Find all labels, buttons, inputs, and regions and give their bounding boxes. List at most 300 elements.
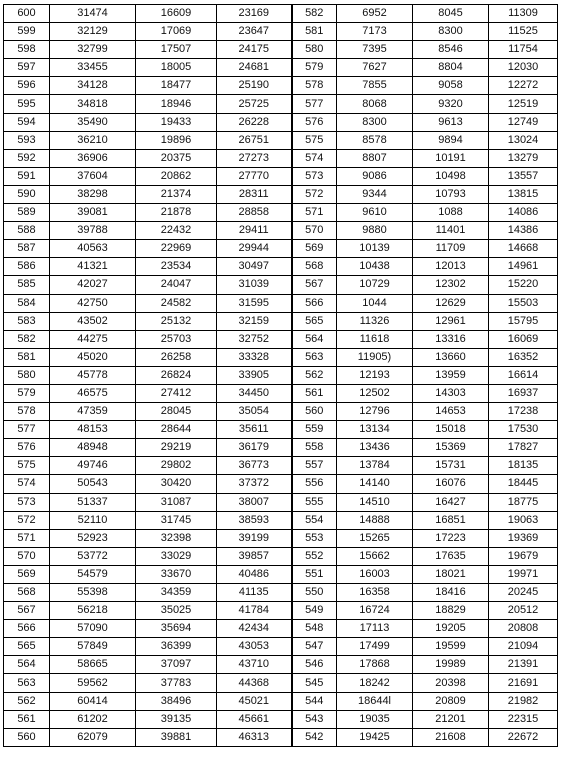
table-row <box>4 384 558 402</box>
value-cell: 33670 <box>136 565 217 583</box>
value-cell: 18477 <box>136 77 217 95</box>
value-cell: 14510 <box>337 493 413 511</box>
value-cell: 24047 <box>136 276 217 294</box>
value-cell: 12961 <box>413 312 489 330</box>
score-cell: 585 <box>4 276 50 294</box>
score-cell: 548 <box>292 620 337 638</box>
score-cell: 547 <box>292 638 337 656</box>
value-cell: 37783 <box>136 674 217 692</box>
value-cell: 19896 <box>136 131 217 149</box>
value-cell: 11525 <box>489 23 558 41</box>
value-cell: 13784 <box>337 457 413 475</box>
score-cell: 596 <box>4 77 50 95</box>
value-cell: 11309 <box>489 5 558 23</box>
value-cell: 12796 <box>337 403 413 421</box>
score-cell: 563 <box>4 674 50 692</box>
value-cell: 21374 <box>136 185 217 203</box>
value-cell: 62079 <box>50 728 136 746</box>
value-cell: 38007 <box>217 493 292 511</box>
value-cell: 13316 <box>413 330 489 348</box>
value-cell: 17635 <box>413 547 489 565</box>
value-cell: 15018 <box>413 421 489 439</box>
score-cell: 567 <box>4 602 50 620</box>
value-cell: 36179 <box>217 439 292 457</box>
value-cell: 29944 <box>217 240 292 258</box>
score-cell: 573 <box>4 493 50 511</box>
value-cell: 12749 <box>489 113 558 131</box>
value-cell: 39857 <box>217 547 292 565</box>
value-cell: 30420 <box>136 475 217 493</box>
table-row <box>4 149 558 167</box>
score-cell: 572 <box>292 185 337 203</box>
value-cell: 23169 <box>217 5 292 23</box>
value-cell: 27770 <box>217 167 292 185</box>
value-cell: 28045 <box>136 403 217 421</box>
value-cell: 7855 <box>337 77 413 95</box>
value-cell: 22315 <box>489 710 558 728</box>
score-cell: 559 <box>292 421 337 439</box>
score-cell: 551 <box>292 565 337 583</box>
score-cell: 577 <box>4 421 50 439</box>
value-cell: 50543 <box>50 475 136 493</box>
score-cell: 550 <box>292 584 337 602</box>
value-cell: 21201 <box>413 710 489 728</box>
score-cell: 564 <box>4 656 50 674</box>
value-cell: 33029 <box>136 547 217 565</box>
value-cell: 27412 <box>136 384 217 402</box>
table-row <box>4 276 558 294</box>
value-cell: 56218 <box>50 602 136 620</box>
score-cell: 579 <box>4 384 50 402</box>
score-cell: 565 <box>292 312 337 330</box>
score-cell: 581 <box>292 23 337 41</box>
value-cell: 13815 <box>489 185 558 203</box>
score-cell: 576 <box>292 113 337 131</box>
value-cell: 43053 <box>217 638 292 656</box>
value-cell: 52110 <box>50 511 136 529</box>
table-row <box>4 403 558 421</box>
value-cell: 21691 <box>489 674 558 692</box>
value-cell: 28858 <box>217 204 292 222</box>
value-cell: 16724 <box>337 602 413 620</box>
value-cell: 35611 <box>217 421 292 439</box>
value-cell: 60414 <box>50 692 136 710</box>
table-row <box>4 547 558 565</box>
value-cell: 20512 <box>489 602 558 620</box>
value-cell: 12302 <box>413 276 489 294</box>
table-row <box>4 95 558 113</box>
value-cell: 8546 <box>413 41 489 59</box>
value-cell: 18021 <box>413 565 489 583</box>
value-cell: 19679 <box>489 547 558 565</box>
value-cell: 12030 <box>489 59 558 77</box>
value-cell: 47359 <box>50 403 136 421</box>
value-cell: 22672 <box>489 728 558 746</box>
value-cell: 13660 <box>413 348 489 366</box>
table-row <box>4 312 558 330</box>
value-cell: 36210 <box>50 131 136 149</box>
value-cell: 8045 <box>413 5 489 23</box>
value-cell: 13557 <box>489 167 558 185</box>
value-cell: 17238 <box>489 403 558 421</box>
value-cell: 14140 <box>337 475 413 493</box>
table-row <box>4 131 558 149</box>
value-cell: 39135 <box>136 710 217 728</box>
value-cell: 17530 <box>489 421 558 439</box>
value-cell: 17113 <box>337 620 413 638</box>
value-cell: 31087 <box>136 493 217 511</box>
score-cell: 576 <box>4 439 50 457</box>
value-cell: 46575 <box>50 384 136 402</box>
value-cell: 15795 <box>489 312 558 330</box>
value-cell: 29219 <box>136 439 217 457</box>
value-cell: 31745 <box>136 511 217 529</box>
score-cell: 574 <box>292 149 337 167</box>
table-row <box>4 529 558 547</box>
table-row <box>4 421 558 439</box>
value-cell: 19425 <box>337 728 413 746</box>
value-cell: 18946 <box>136 95 217 113</box>
value-cell: 30497 <box>217 258 292 276</box>
value-cell: 39788 <box>50 222 136 240</box>
value-cell: 49746 <box>50 457 136 475</box>
score-cell: 563 <box>292 348 337 366</box>
value-cell: 31595 <box>217 294 292 312</box>
value-cell: 33905 <box>217 366 292 384</box>
score-cell: 583 <box>4 312 50 330</box>
table-row <box>4 475 558 493</box>
table-row <box>4 258 558 276</box>
value-cell: 8300 <box>413 23 489 41</box>
table-row <box>4 674 558 692</box>
value-cell: 18829 <box>413 602 489 620</box>
score-cell: 589 <box>4 204 50 222</box>
value-cell: 27273 <box>217 149 292 167</box>
value-cell: 41135 <box>217 584 292 602</box>
value-cell: 37604 <box>50 167 136 185</box>
score-cell: 572 <box>4 511 50 529</box>
value-cell: 45020 <box>50 348 136 366</box>
value-cell: 57849 <box>50 638 136 656</box>
score-cell: 561 <box>4 710 50 728</box>
value-cell: 45778 <box>50 366 136 384</box>
value-cell: 9344 <box>337 185 413 203</box>
value-cell: 39081 <box>50 204 136 222</box>
value-cell: 19989 <box>413 656 489 674</box>
score-cell: 592 <box>4 149 50 167</box>
value-cell: 18416 <box>413 584 489 602</box>
table-row <box>4 222 558 240</box>
score-cell: 562 <box>292 366 337 384</box>
value-cell: 16614 <box>489 366 558 384</box>
value-cell: 11618 <box>337 330 413 348</box>
score-cell: 556 <box>292 475 337 493</box>
value-cell: 20398 <box>413 674 489 692</box>
table-row <box>4 113 558 131</box>
value-cell: 21878 <box>136 204 217 222</box>
score-cell: 586 <box>4 258 50 276</box>
value-cell: 9880 <box>337 222 413 240</box>
score-cell: 584 <box>4 294 50 312</box>
value-cell: 35694 <box>136 620 217 638</box>
value-cell: 14668 <box>489 240 558 258</box>
value-cell: 12272 <box>489 77 558 95</box>
value-cell: 23647 <box>217 23 292 41</box>
value-cell: 19369 <box>489 529 558 547</box>
value-cell: 10793 <box>413 185 489 203</box>
score-cell: 590 <box>4 185 50 203</box>
value-cell: 17507 <box>136 41 217 59</box>
score-cell: 566 <box>292 294 337 312</box>
value-cell: 18135 <box>489 457 558 475</box>
score-cell: 578 <box>4 403 50 421</box>
score-cell: 597 <box>4 59 50 77</box>
value-cell: 8578 <box>337 131 413 149</box>
value-cell: 17827 <box>489 439 558 457</box>
table-row <box>4 493 558 511</box>
score-cell: 593 <box>4 131 50 149</box>
score-cell: 598 <box>4 41 50 59</box>
value-cell: 22432 <box>136 222 217 240</box>
value-cell: 19035 <box>337 710 413 728</box>
value-cell: 26258 <box>136 348 217 366</box>
value-cell: 15731 <box>413 457 489 475</box>
value-cell: 13959 <box>413 366 489 384</box>
score-cell: 569 <box>292 240 337 258</box>
value-cell: 25703 <box>136 330 217 348</box>
value-cell: 14888 <box>337 511 413 529</box>
value-cell: 44368 <box>217 674 292 692</box>
value-cell: 40486 <box>217 565 292 583</box>
value-cell: 43502 <box>50 312 136 330</box>
score-cell: 581 <box>4 348 50 366</box>
value-cell: 38593 <box>217 511 292 529</box>
value-cell: 35490 <box>50 113 136 131</box>
value-cell: 29411 <box>217 222 292 240</box>
value-cell: 7173 <box>337 23 413 41</box>
value-cell: 19063 <box>489 511 558 529</box>
value-cell: 40563 <box>50 240 136 258</box>
table-row <box>4 185 558 203</box>
value-cell: 61202 <box>50 710 136 728</box>
value-cell: 25132 <box>136 312 217 330</box>
value-cell: 13279 <box>489 149 558 167</box>
value-cell: 10729 <box>337 276 413 294</box>
table-row <box>4 330 558 348</box>
score-cell: 542 <box>292 728 337 746</box>
score-cell: 549 <box>292 602 337 620</box>
value-cell: 11401 <box>413 222 489 240</box>
value-cell: 17223 <box>413 529 489 547</box>
table-row <box>4 584 558 602</box>
value-cell: 14653 <box>413 403 489 421</box>
value-cell: 32799 <box>50 41 136 59</box>
value-cell: 42027 <box>50 276 136 294</box>
value-cell: 21982 <box>489 692 558 710</box>
score-cell: 545 <box>292 674 337 692</box>
value-cell: 1044 <box>337 294 413 312</box>
table-row <box>4 77 558 95</box>
score-cell: 560 <box>4 728 50 746</box>
value-cell: 20375 <box>136 149 217 167</box>
table-row <box>4 204 558 222</box>
score-cell: 568 <box>4 584 50 602</box>
score-cell: 544 <box>292 692 337 710</box>
value-cell: 17069 <box>136 23 217 41</box>
table-row <box>4 59 558 77</box>
value-cell: 59562 <box>50 674 136 692</box>
value-cell: 32752 <box>217 330 292 348</box>
score-cell: 560 <box>292 403 337 421</box>
value-cell: 31039 <box>217 276 292 294</box>
value-cell: 16003 <box>337 565 413 583</box>
value-cell: 15265 <box>337 529 413 547</box>
value-cell: 11905) <box>337 348 413 366</box>
value-cell: 39199 <box>217 529 292 547</box>
score-cell: 553 <box>292 529 337 547</box>
score-cell: 588 <box>4 222 50 240</box>
value-cell: 33328 <box>217 348 292 366</box>
score-cell: 580 <box>292 41 337 59</box>
table-body <box>4 5 558 747</box>
score-cell: 567 <box>292 276 337 294</box>
value-cell: 24681 <box>217 59 292 77</box>
score-cell: 591 <box>4 167 50 185</box>
score-cell: 562 <box>4 692 50 710</box>
value-cell: 32159 <box>217 312 292 330</box>
value-cell: 28311 <box>217 185 292 203</box>
value-cell: 24582 <box>136 294 217 312</box>
value-cell: 16609 <box>136 5 217 23</box>
score-cell: 552 <box>292 547 337 565</box>
score-cell: 565 <box>4 638 50 656</box>
value-cell: 12502 <box>337 384 413 402</box>
score-cell: 578 <box>292 77 337 95</box>
table-row <box>4 638 558 656</box>
table-row <box>4 348 558 366</box>
value-cell: 14086 <box>489 204 558 222</box>
value-cell: 32129 <box>50 23 136 41</box>
value-cell: 19599 <box>413 638 489 656</box>
value-cell: 41784 <box>217 602 292 620</box>
value-cell: 52923 <box>50 529 136 547</box>
value-cell: 17499 <box>337 638 413 656</box>
value-cell: 51337 <box>50 493 136 511</box>
value-cell: 54579 <box>50 565 136 583</box>
value-cell: 36399 <box>136 638 217 656</box>
score-cell: 587 <box>4 240 50 258</box>
value-cell: 38298 <box>50 185 136 203</box>
value-cell: 12013 <box>413 258 489 276</box>
value-cell: 15369 <box>413 439 489 457</box>
score-cell: 573 <box>292 167 337 185</box>
score-cell: 543 <box>292 710 337 728</box>
value-cell: 45021 <box>217 692 292 710</box>
value-cell: 13134 <box>337 421 413 439</box>
value-cell: 26824 <box>136 366 217 384</box>
value-cell: 34818 <box>50 95 136 113</box>
value-cell: 35025 <box>136 602 217 620</box>
value-cell: 8300 <box>337 113 413 131</box>
value-cell: 16851 <box>413 511 489 529</box>
score-cell: 600 <box>4 5 50 23</box>
value-cell: 7395 <box>337 41 413 59</box>
score-cell: 561 <box>292 384 337 402</box>
value-cell: 20245 <box>489 584 558 602</box>
value-cell: 13436 <box>337 439 413 457</box>
value-cell: 16069 <box>489 330 558 348</box>
score-cell: 577 <box>292 95 337 113</box>
value-cell: 20809 <box>413 692 489 710</box>
value-cell: 20808 <box>489 620 558 638</box>
value-cell: 10191 <box>413 149 489 167</box>
score-cell: 595 <box>4 95 50 113</box>
value-cell: 9058 <box>413 77 489 95</box>
value-cell: 57090 <box>50 620 136 638</box>
value-cell: 36906 <box>50 149 136 167</box>
score-cell: 569 <box>4 565 50 583</box>
table-row <box>4 366 558 384</box>
table-row <box>4 41 558 59</box>
value-cell: 48948 <box>50 439 136 457</box>
value-cell: 34450 <box>217 384 292 402</box>
value-cell: 20862 <box>136 167 217 185</box>
value-cell: 7627 <box>337 59 413 77</box>
value-cell: 34359 <box>136 584 217 602</box>
value-cell: 14386 <box>489 222 558 240</box>
score-cell: 558 <box>292 439 337 457</box>
value-cell: 9894 <box>413 131 489 149</box>
value-cell: 8807 <box>337 149 413 167</box>
value-cell: 1088 <box>413 204 489 222</box>
value-cell: 8804 <box>413 59 489 77</box>
value-cell: 9320 <box>413 95 489 113</box>
value-cell: 29802 <box>136 457 217 475</box>
value-cell: 58665 <box>50 656 136 674</box>
score-cell: 566 <box>4 620 50 638</box>
value-cell: 11709 <box>413 240 489 258</box>
value-cell: 15662 <box>337 547 413 565</box>
value-cell: 42434 <box>217 620 292 638</box>
table-row <box>4 728 558 746</box>
value-cell: 12193 <box>337 366 413 384</box>
value-cell: 18775 <box>489 493 558 511</box>
value-cell: 25190 <box>217 77 292 95</box>
value-cell: 37372 <box>217 475 292 493</box>
score-cell: 575 <box>292 131 337 149</box>
value-cell: 34128 <box>50 77 136 95</box>
value-cell: 35054 <box>217 403 292 421</box>
value-cell: 41321 <box>50 258 136 276</box>
value-cell: 9613 <box>413 113 489 131</box>
value-cell: 36773 <box>217 457 292 475</box>
score-rank-table <box>3 4 558 747</box>
value-cell: 39881 <box>136 728 217 746</box>
value-cell: 25725 <box>217 95 292 113</box>
value-cell: 16427 <box>413 493 489 511</box>
value-cell: 16076 <box>413 475 489 493</box>
score-cell: 568 <box>292 258 337 276</box>
value-cell: 16937 <box>489 384 558 402</box>
score-cell: 571 <box>4 529 50 547</box>
value-cell: 9086 <box>337 167 413 185</box>
score-cell: 575 <box>4 457 50 475</box>
table-row <box>4 457 558 475</box>
score-cell: 557 <box>292 457 337 475</box>
value-cell: 14303 <box>413 384 489 402</box>
value-cell: 33455 <box>50 59 136 77</box>
value-cell: 53772 <box>50 547 136 565</box>
